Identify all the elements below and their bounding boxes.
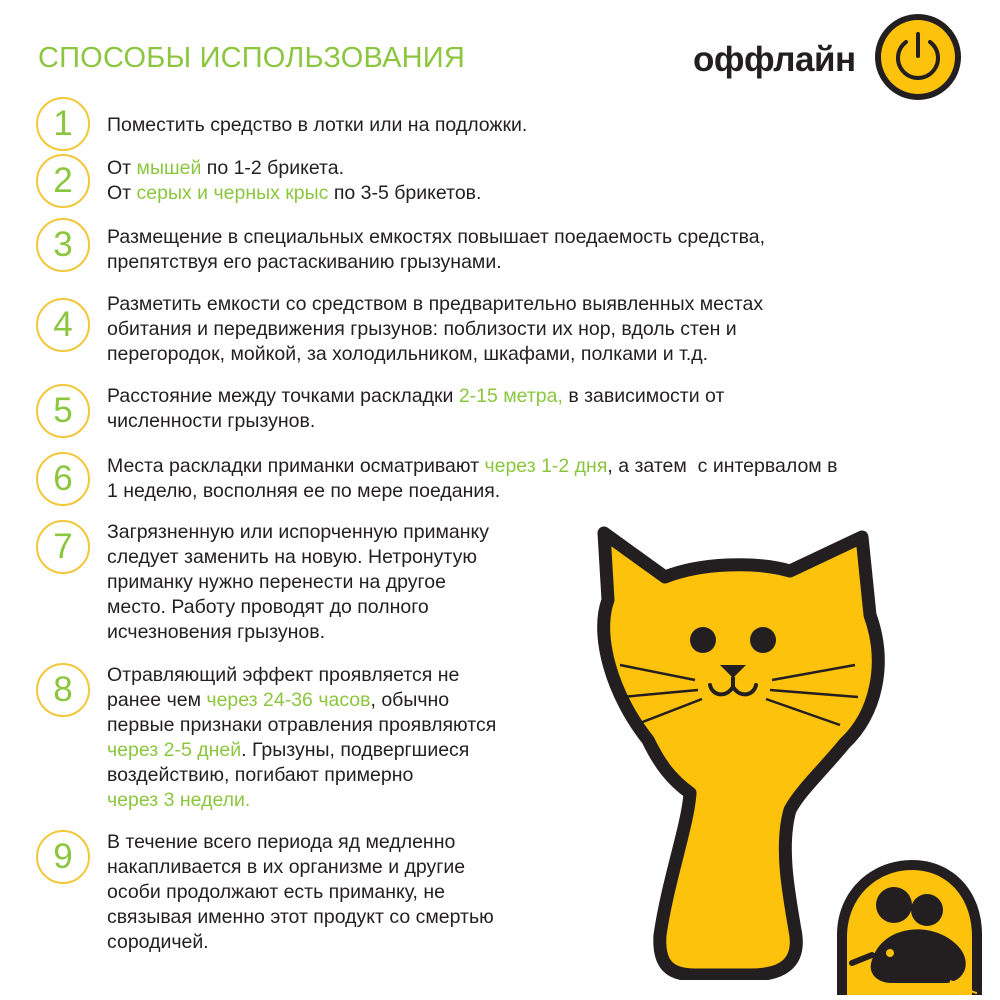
step-text [107,225,765,275]
highlight-text: мышей [136,157,202,179]
text-line [107,788,496,813]
highlight-text: серых и черных крыс [136,182,329,204]
text-segment: В течение всего периода яд медленно [107,831,456,853]
text-segment: в зависимости от [562,385,725,407]
text-segment: Разметить емкости со средством в предварительно выявленных местах [107,293,764,315]
highlight-text: через 3 недели. [107,789,251,811]
brand-name: оффлайн [693,40,856,79]
step-text [107,830,494,955]
text-line [107,384,724,409]
step-number: 3 [36,218,90,272]
step-text [107,292,763,367]
text-line [107,620,489,645]
text-line [107,409,724,434]
step-number: 4 [36,298,90,352]
text-segment: , а затем с интервалом в [607,455,838,477]
text-line [107,292,763,317]
text-segment: Расстояние между точками раскладки [107,385,459,407]
highlight-text: через 2-5 дней [107,739,242,761]
text-line [107,479,838,504]
text-line [107,520,489,545]
text-segment: по 3-5 брикетов. [328,182,482,204]
highlight-text: 2-15 метра, [458,385,563,407]
text-segment: ранее чем [107,689,207,711]
text-line [107,342,763,367]
text-line [107,905,494,930]
text-line [107,688,496,713]
step-text [107,156,481,206]
text-segment: 1 неделю, восполняя ее по мере поедания. [107,480,501,502]
text-segment: следует заменить на новую. Нетронутую [107,546,477,568]
text-line [107,317,763,342]
step-text [107,520,489,645]
text-segment: , обычно [370,689,450,711]
text-segment: воздействию, погибают примерно [107,764,414,786]
text-line [107,113,527,138]
step-number: 1 [36,97,90,151]
text-segment: особи продолжают есть приманку, не [107,881,445,903]
text-segment: Поместить средство в лотки или на подложки. [107,114,528,136]
text-line [107,880,494,905]
step-number: 6 [36,452,90,506]
brand-logo [693,12,973,102]
text-line [107,763,496,788]
text-line [107,454,838,479]
text-segment: препятствуя его растаскиванию грызунами. [107,251,502,273]
text-segment: место. Работу проводят до полного [107,596,429,618]
step-text [107,663,496,813]
text-segment: . Грызуны, подвергшиеся [241,739,470,761]
text-segment: Загрязненную или испорченную приманку [107,521,490,543]
text-line [107,663,496,688]
text-segment: Места раскладки приманки осматривают [107,455,485,477]
text-segment: исчезновения грызунов. [107,621,326,643]
text-line [107,855,494,880]
text-segment: по 1-2 брикета. [201,157,345,179]
text-line [107,570,489,595]
text-segment: От [107,157,137,179]
step-number: 7 [36,520,90,574]
text-segment: Размещение в специальных емкостях повышает поедаемость средства, [107,226,766,248]
highlight-text: через 24-36 часов [206,689,371,711]
text-line [107,713,496,738]
text-line [107,225,765,250]
text-line [107,738,496,763]
step-number: 8 [36,663,90,717]
text-line [107,156,481,181]
text-line [107,250,765,275]
text-segment: первые признаки отравления проявляются [107,714,497,736]
text-segment: сородичей. [107,931,209,953]
step-number: 5 [36,384,90,438]
step-number: 9 [36,830,90,884]
text-segment: связывая именно этот продукт со смертью [107,906,494,928]
text-line [107,181,481,206]
text-segment: Отравляющий эффект проявляется не [107,664,460,686]
page-title: СПОСОБЫ ИСПОЛЬЗОВАНИЯ [38,42,465,74]
text-line [107,930,494,955]
text-line [107,595,489,620]
step-text [107,384,724,434]
text-segment: численности грызунов. [107,410,316,432]
text-segment: От [107,182,137,204]
text-segment: перегородок, мойкой, за холодильником, шкафами, полками и т.д. [107,343,709,365]
step-text [107,454,838,504]
text-segment: обитания и передвижения грызунов: поблизости их нор, вдоль стен и [107,318,737,340]
text-segment: накапливается в их организме и другие [107,856,466,878]
text-line [107,830,494,855]
mouse-icon [832,855,982,995]
step-text [107,113,527,138]
power-icon [873,12,963,102]
text-segment: приманку нужно перенести на другое [107,571,446,593]
text-line [107,545,489,570]
step-number: 2 [36,154,90,208]
highlight-text: через 1-2 дня [484,455,608,477]
